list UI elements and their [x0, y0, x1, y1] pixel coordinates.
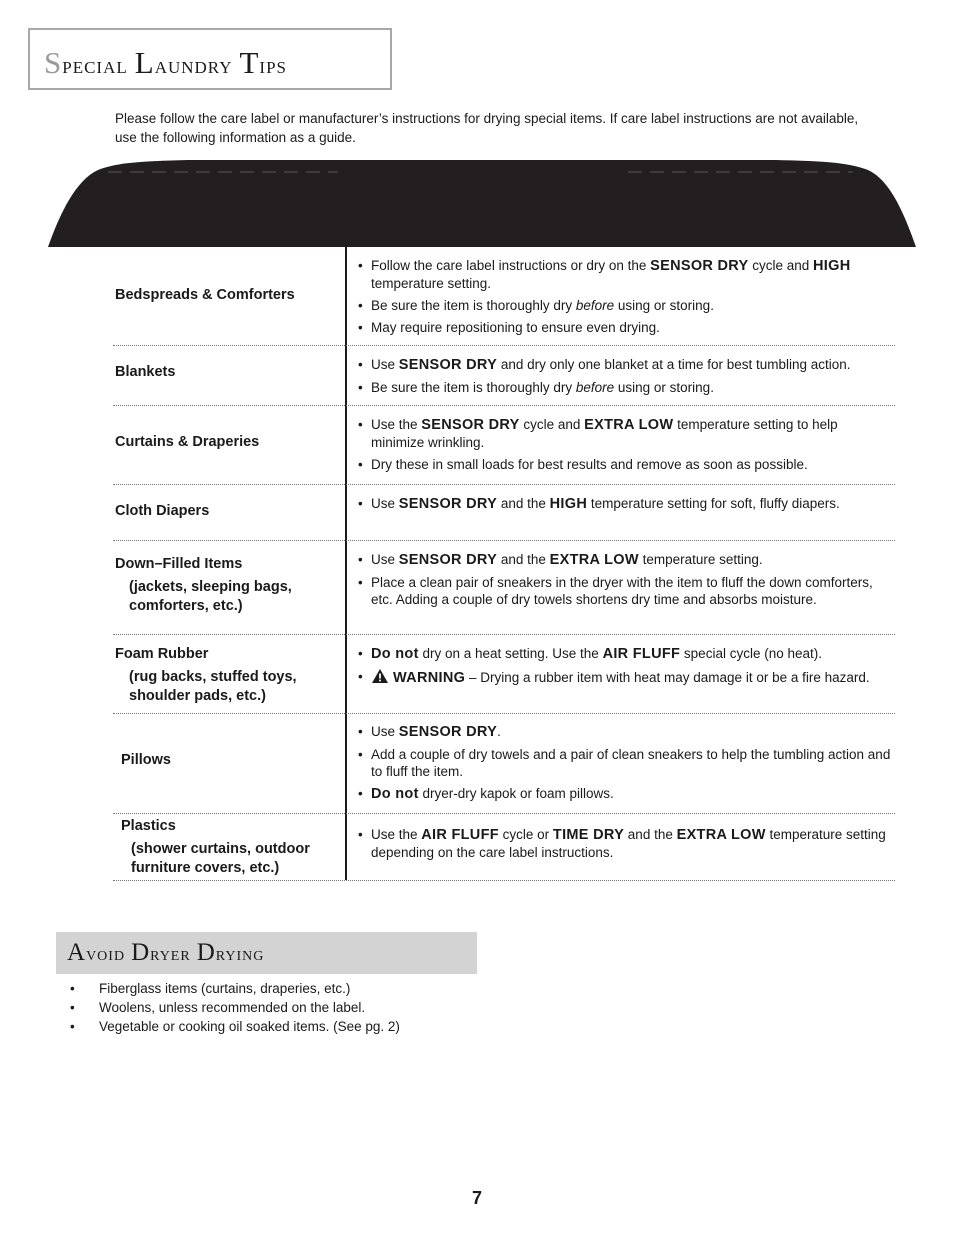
list-item — [358, 668, 893, 688]
bullet-emphasis: SENSOR DRY — [398, 724, 498, 740]
row-bullets — [358, 416, 893, 478]
row-label — [115, 286, 340, 305]
list-item: • Woolens, unless recommended on the label. — [70, 1000, 366, 1015]
bullet-text: Use the — [371, 827, 422, 842]
row-label-title: Cloth Diapers — [115, 503, 210, 519]
bullet-dot: • — [358, 417, 363, 432]
row-label-title: Down–Filled Items — [115, 556, 243, 572]
row-label-title: Blankets — [115, 364, 176, 380]
table-row — [113, 814, 895, 881]
bullet-text: Follow the care label instructions or dry on the — [371, 258, 651, 273]
table-row — [113, 346, 895, 406]
row-label-subtitle-line: (rug backs, stuffed toys, — [129, 669, 297, 685]
bullet-emphasis: SENSOR DRY — [398, 552, 498, 568]
bullet-emphasis: SENSOR DRY — [398, 357, 498, 373]
bullet-text: and the — [624, 827, 677, 842]
bullet-dot: • — [358, 298, 363, 313]
bullet-text: temperature setting to help minimize wrinkling. — [371, 417, 838, 450]
bullet-dot: • — [358, 357, 363, 372]
bullet-emphasis: Do not — [371, 786, 419, 802]
bullet-dot: • — [358, 747, 363, 762]
bullet-emphasis: AIR FLUFF — [421, 827, 499, 843]
list-item — [358, 723, 893, 741]
bullet-text: Use — [371, 496, 399, 511]
bullet-text: . — [497, 724, 501, 739]
row-label-subtitle-line: comforters, etc.) — [129, 598, 243, 614]
row-label-title: Curtains & Draperies — [115, 434, 260, 450]
bullet-text: cycle and — [748, 258, 814, 273]
bullet-text: temperature setting for soft, fluffy diapers. — [587, 496, 840, 511]
bullet-text: and dry only one blanket at a time for best tumbling action. — [497, 357, 851, 372]
bullet-italic: before — [575, 380, 615, 395]
bullet-text: Use — [371, 724, 399, 739]
row-label-title: Foam Rubber — [115, 646, 209, 662]
row-bullets — [358, 645, 893, 693]
bullet-dot: • — [358, 496, 363, 511]
list-item — [358, 645, 893, 663]
bullet-text: special cycle (no heat). — [680, 646, 822, 661]
row-label — [115, 502, 340, 521]
row-label-subtitle-line: (jackets, sleeping bags, — [129, 579, 292, 595]
bullet-text: using or storing. — [614, 298, 714, 313]
bullet-dot: • — [358, 669, 363, 684]
warning-triangle-icon — [371, 668, 389, 688]
bullet-dot: • — [358, 320, 363, 335]
bullet-text: and the — [497, 496, 550, 511]
avoid-section-title: Avoid Dryer Drying — [67, 939, 265, 966]
bullet-text: temperature setting. — [638, 552, 763, 567]
bullet-emphasis: HIGH — [813, 258, 851, 274]
row-bullets — [358, 495, 893, 518]
row-bullets — [358, 356, 893, 401]
bullet-emphasis: SENSOR DRY — [650, 258, 749, 274]
bullet-text: temperature setting. — [371, 276, 492, 291]
bullet-emphasis: WARNING — [393, 670, 466, 686]
bullet-text: Use the — [371, 417, 422, 432]
bullet-dot: • — [358, 552, 363, 567]
row-bullets — [358, 551, 893, 613]
table-header-banner — [48, 158, 916, 247]
bullet-text: Use — [371, 357, 399, 372]
list-item — [358, 551, 893, 569]
row-label-title: Bedspreads & Comforters — [115, 287, 295, 303]
list-item — [358, 356, 893, 374]
page-title: Special Laundry Tips — [44, 45, 287, 80]
avoid-list — [70, 979, 400, 1036]
bullet-italic: before — [575, 298, 615, 313]
row-label — [121, 817, 346, 878]
list-item: • Vegetable or cooking oil soaked items. (See pg. 2) — [70, 1019, 400, 1034]
bullet-text: temperature setting depending on the care label instructions. — [371, 827, 886, 860]
bullet-text: dry on a heat setting. Use the — [418, 646, 603, 661]
row-label — [115, 645, 340, 706]
list-item — [358, 456, 893, 473]
row-label-title: Plastics — [121, 818, 176, 834]
row-label-subtitle — [115, 578, 340, 616]
bullet-emphasis: HIGH — [549, 496, 588, 512]
bullet-text: May require repositioning to ensure even drying. — [371, 320, 660, 335]
table-row — [113, 714, 895, 814]
bullet-emphasis: EXTRA LOW — [584, 417, 674, 433]
bullet-dot: • — [358, 724, 363, 739]
bullet-dot: • — [358, 646, 363, 661]
bullet-emphasis: EXTRA LOW — [676, 827, 766, 843]
bullet-dot: • — [358, 827, 363, 842]
row-label — [121, 751, 346, 770]
list-item — [358, 495, 893, 513]
row-label — [115, 555, 340, 616]
row-label-subtitle-line: (shower curtains, outdoor — [131, 841, 310, 857]
row-bullets — [358, 257, 893, 341]
bullet-emphasis: Do not — [371, 646, 419, 662]
list-item: • Fiberglass items (curtains, draperies, etc.) — [70, 981, 351, 996]
bullet-dot: • — [358, 575, 363, 590]
row-label-subtitle — [121, 840, 346, 878]
table-row — [113, 485, 895, 541]
table-row — [113, 541, 895, 635]
list-item — [358, 574, 893, 608]
bullet-dot: • — [358, 258, 363, 273]
bullet-dot: • — [358, 786, 363, 801]
bullet-text: – Drying a rubber item with heat may damage it or be a fire hazard. — [465, 670, 870, 685]
bullet-text: Use — [371, 552, 399, 567]
list-item — [358, 297, 893, 314]
bullet-text: cycle and — [519, 417, 585, 432]
row-label — [115, 433, 340, 452]
bullet-emphasis: SENSOR DRY — [398, 496, 498, 512]
bullet-dot: • — [358, 380, 363, 395]
avoid-section-header — [56, 932, 477, 974]
page-number: 7 — [471, 1188, 482, 1208]
row-bullets — [358, 826, 893, 866]
row-label-subtitle-line: furniture covers, etc.) — [131, 860, 280, 876]
bullet-text: cycle or — [498, 827, 553, 842]
list-item — [358, 257, 893, 292]
bullet-text: Add a couple of dry towels and a pair of clean sneakers to help the tumbling action and to fluff the item. — [371, 747, 891, 779]
table-row — [113, 246, 895, 346]
bullet-text: Be sure the item is thoroughly dry — [371, 380, 576, 395]
bullet-text: Be sure the item is thoroughly dry — [371, 298, 576, 313]
bullet-text: Place a clean pair of sneakers in the dryer with the item to fluff the down comforters, etc. Adding a couple of dry towels shortens dry time and absorbs moisture. — [371, 575, 873, 607]
list-item — [358, 416, 893, 451]
intro-paragraph: Please follow the care label or manufacturer’s instructions for drying special items. If care label instructions are not available, use the following information as a guide. — [115, 111, 859, 145]
list-item — [358, 746, 893, 780]
list-item — [358, 826, 893, 861]
row-label — [115, 363, 340, 382]
table-row — [113, 406, 895, 485]
row-label-title: Pillows — [121, 752, 171, 768]
bullet-text: and the — [497, 552, 550, 567]
page-title-box — [28, 28, 392, 90]
bullet-dot: • — [358, 457, 363, 472]
bullet-emphasis: AIR FLUFF — [602, 646, 681, 662]
bullet-text: using or storing. — [614, 380, 714, 395]
list-item — [358, 785, 893, 803]
row-label-subtitle-line: shoulder pads, etc.) — [129, 688, 266, 704]
bullet-text: Dry these in small loads for best results and remove as soon as possible. — [371, 457, 808, 472]
list-item — [358, 379, 893, 396]
bullet-text: dryer-dry kapok or foam pillows. — [418, 786, 614, 801]
bullet-emphasis: EXTRA LOW — [549, 552, 639, 568]
bullet-emphasis: TIME DRY — [552, 827, 625, 843]
row-label-subtitle — [115, 668, 340, 706]
table-row — [113, 635, 895, 714]
row-bullets — [358, 723, 893, 808]
bullet-emphasis: SENSOR DRY — [421, 417, 520, 433]
list-item — [358, 319, 893, 336]
